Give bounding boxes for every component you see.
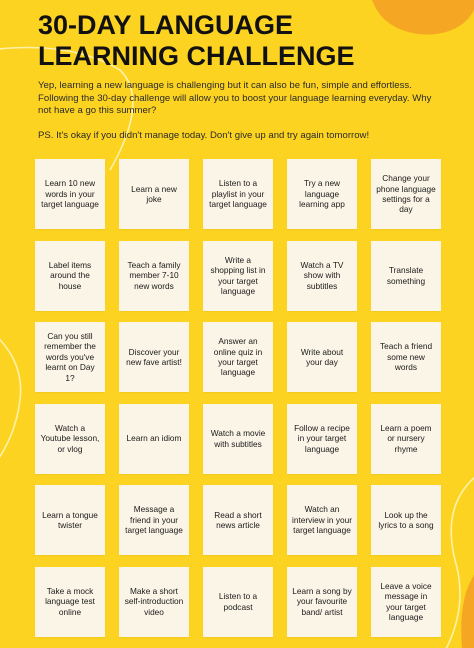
challenge-card <box>287 241 357 311</box>
challenge-card <box>119 485 189 555</box>
challenge-text: Label items around the house <box>48 259 92 291</box>
challenge-grid <box>35 159 441 637</box>
challenge-text: Look up the lyrics to a song <box>378 509 434 530</box>
challenge-text: Can you still remember the words you've learnt on Day 1? <box>44 330 96 383</box>
challenge-card <box>203 322 273 392</box>
challenge-text: Make a short self-introduction video <box>124 585 184 617</box>
challenge-card <box>119 322 189 392</box>
challenge-text: Watch a TV show with subtitles <box>300 259 344 291</box>
page-title: 30-DAY LANGUAGE LEARNING CHALLENGE <box>38 10 355 71</box>
challenge-text: Watch an interview in your target language <box>292 504 352 536</box>
challenge-card <box>287 404 357 474</box>
challenge-text: Watch a Youtube lesson, or vlog <box>40 422 100 454</box>
challenge-card <box>35 159 105 229</box>
challenge-text: Try a new language learning app <box>299 178 345 210</box>
challenge-text: Translate something <box>386 265 426 286</box>
challenge-card <box>287 159 357 229</box>
challenge-text: Learn an idiom <box>126 433 182 444</box>
challenge-card <box>119 567 189 637</box>
challenge-text: Write about your day <box>300 346 344 367</box>
challenge-card <box>119 404 189 474</box>
challenge-text: Teach a friend some new words <box>379 341 433 373</box>
challenge-card <box>287 567 357 637</box>
challenge-card <box>203 485 273 555</box>
challenge-text: Write a shopping list in your target language <box>210 254 266 296</box>
challenge-card <box>371 241 441 311</box>
challenge-text: Listen to a podcast <box>218 591 258 612</box>
challenge-card <box>35 241 105 311</box>
challenge-text: Learn a new joke <box>131 183 177 204</box>
challenge-text: Learn a poem or nursery rhyme <box>380 422 432 454</box>
challenge-card <box>35 567 105 637</box>
challenge-card <box>35 322 105 392</box>
challenge-card <box>35 404 105 474</box>
decorative-curve-left <box>0 330 21 470</box>
challenge-text: Change your phone language settings for a day <box>376 173 436 215</box>
ps-note: PS. It's okay if you didn't manage today. Don't give up and try again tomorrow! <box>38 130 370 141</box>
challenge-card <box>371 159 441 229</box>
orange-bottom-blob <box>461 575 474 648</box>
challenge-card <box>203 159 273 229</box>
decorative-curve-right <box>440 470 474 648</box>
challenge-card <box>35 485 105 555</box>
challenge-card <box>287 485 357 555</box>
challenge-text: Message a friend in your target language <box>125 504 183 536</box>
challenge-card <box>203 241 273 311</box>
challenge-card <box>203 404 273 474</box>
challenge-text: Watch a movie with subtitles <box>210 428 266 449</box>
intro-paragraph: Yep, learning a new language is challenging but it can also be fun, simple and effortless. Following the 30-day challenge will allow you to boost your language learning everyday. Why not have a go this summer? <box>38 80 432 116</box>
challenge-text: Learn a song by your favourite band/ artist <box>292 585 352 617</box>
challenge-text: Read a short news article <box>214 509 262 530</box>
challenge-text: Leave a voice message in your target language <box>380 580 432 622</box>
challenge-text: Answer an online quiz in your target language <box>213 336 263 378</box>
challenge-card <box>371 322 441 392</box>
challenge-text: Teach a family member 7-10 new words <box>127 259 181 291</box>
challenge-text: Learn 10 new words in your target language <box>41 178 99 210</box>
challenge-card <box>287 322 357 392</box>
challenge-text: Learn a tongue twister <box>42 509 98 530</box>
challenge-card <box>371 404 441 474</box>
challenge-card <box>203 567 273 637</box>
challenge-text: Discover your new fave artist! <box>126 346 182 367</box>
challenge-card <box>371 485 441 555</box>
challenge-card <box>119 241 189 311</box>
challenge-card <box>371 567 441 637</box>
challenge-card <box>119 159 189 229</box>
challenge-text: Listen to a playlist in your target language <box>209 178 267 210</box>
challenge-text: Take a mock language test online <box>45 585 95 617</box>
challenge-text: Follow a recipe in your target language <box>294 422 350 454</box>
